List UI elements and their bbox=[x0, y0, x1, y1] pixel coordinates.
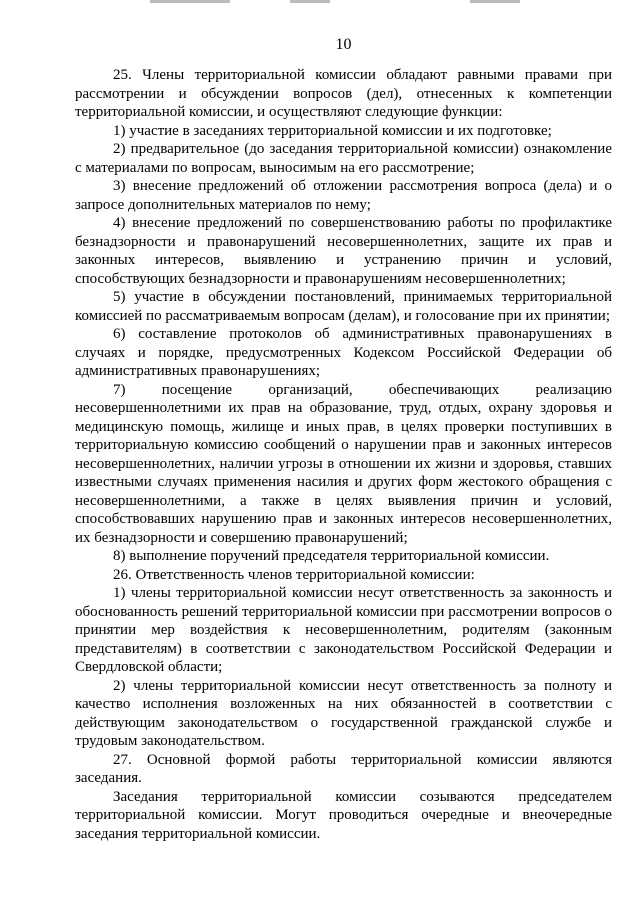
paragraph-25-item-6: 6) составление протоколов об административных правонарушениях в случаях и порядке, предусмотренных Кодексом Российской Федерации об административных правонарушениях; bbox=[75, 326, 612, 379]
paragraph-27: 27. Основной формой работы территориальной комиссии являются заседания. bbox=[75, 751, 612, 786]
paragraph-26-item-2: 2) члены территориальной комиссии несут ответственность за полноту и качество исполнения возложенных на них обязанностей в соответствии с действующим законодательством о государственной гражданской службе и трудовым законодательством. bbox=[75, 677, 612, 749]
paragraph-26-item-1: 1) члены территориальной комиссии несут ответственность за законность и обоснованность решений территориальной комиссии при рассмотрении вопросов о принятии мер воздействия к несовершеннолетним, родителям (законным представителям) в соответствии с законодательством Российской Федерации и Свердловской области; bbox=[75, 585, 612, 675]
paragraph-25: 25. Члены территориальной комиссии обладают равными правами при рассмотрении и обсуждении вопросов (дел), отнесенных к компетенции территориальной комиссии, и осуществляют следующие функции: bbox=[75, 67, 612, 120]
document-body bbox=[75, 66, 612, 843]
scan-artifact bbox=[150, 0, 230, 3]
paragraph-25-item-8: 8) выполнение поручений председателя территориальной комиссии. bbox=[113, 548, 550, 564]
scan-artifact bbox=[470, 0, 520, 3]
paragraph-25-item-3: 3) внесение предложений об отложении рассмотрения вопроса (дела) и о запросе дополнительных материалов по нему; bbox=[75, 178, 612, 213]
paragraph-26: 26. Ответственность членов территориальной комиссии: bbox=[113, 566, 475, 583]
paragraph-25-item-2: 2) предварительное (до заседания территориальной комиссии) ознакомление с материалами по вопросам, выносимым на его рассмотрение; bbox=[75, 141, 612, 176]
paragraph-25-item-5: 5) участие в обсуждении постановлений, принимаемых территориальной комиссией по рассматриваемым вопросам (делам), и голосование при их принятии; bbox=[75, 289, 612, 324]
paragraph-25-item-7: 7) посещение организаций, обеспечивающих реализацию несовершеннолетними их прав на образование, труд, отдых, охрану здоровья и медицинскую помощь, жилище и иных прав, в целях проверки поступивших в территориальную комиссию сообщений о нарушении прав и законных интересов несовершеннолетних, наличии угрозы в отношении их жизни и здоровья, ставших известными случаях применения насилия и других форм жестокого обращения с несовершеннолетними, а также в целях выявления причин и условий, способствовавших нарушению прав и законных интересов несовершеннолетних, их безнадзорности и совершению правонарушений; bbox=[75, 381, 612, 546]
page-number: 10 bbox=[335, 36, 352, 53]
paragraph-25-item-1: 1) участие в заседаниях территориальной комиссии и их подготовке; bbox=[113, 122, 552, 139]
paragraph-25-item-4: 4) внесение предложений по совершенствованию работы по профилактике безнадзорности и правонарушений несовершеннолетних, защите их прав и законных интересов, выявлению и устранению причин и условий, способствующих безнадзорности и правонарушениям несовершеннолетних; bbox=[75, 215, 612, 287]
paragraph-27-continued: Заседания территориальной комиссии созываются председателем территориальной комиссии. Могут проводиться очередные и внеочередные заседания территориальной комиссии. bbox=[75, 788, 612, 842]
scan-artifact bbox=[290, 0, 330, 3]
